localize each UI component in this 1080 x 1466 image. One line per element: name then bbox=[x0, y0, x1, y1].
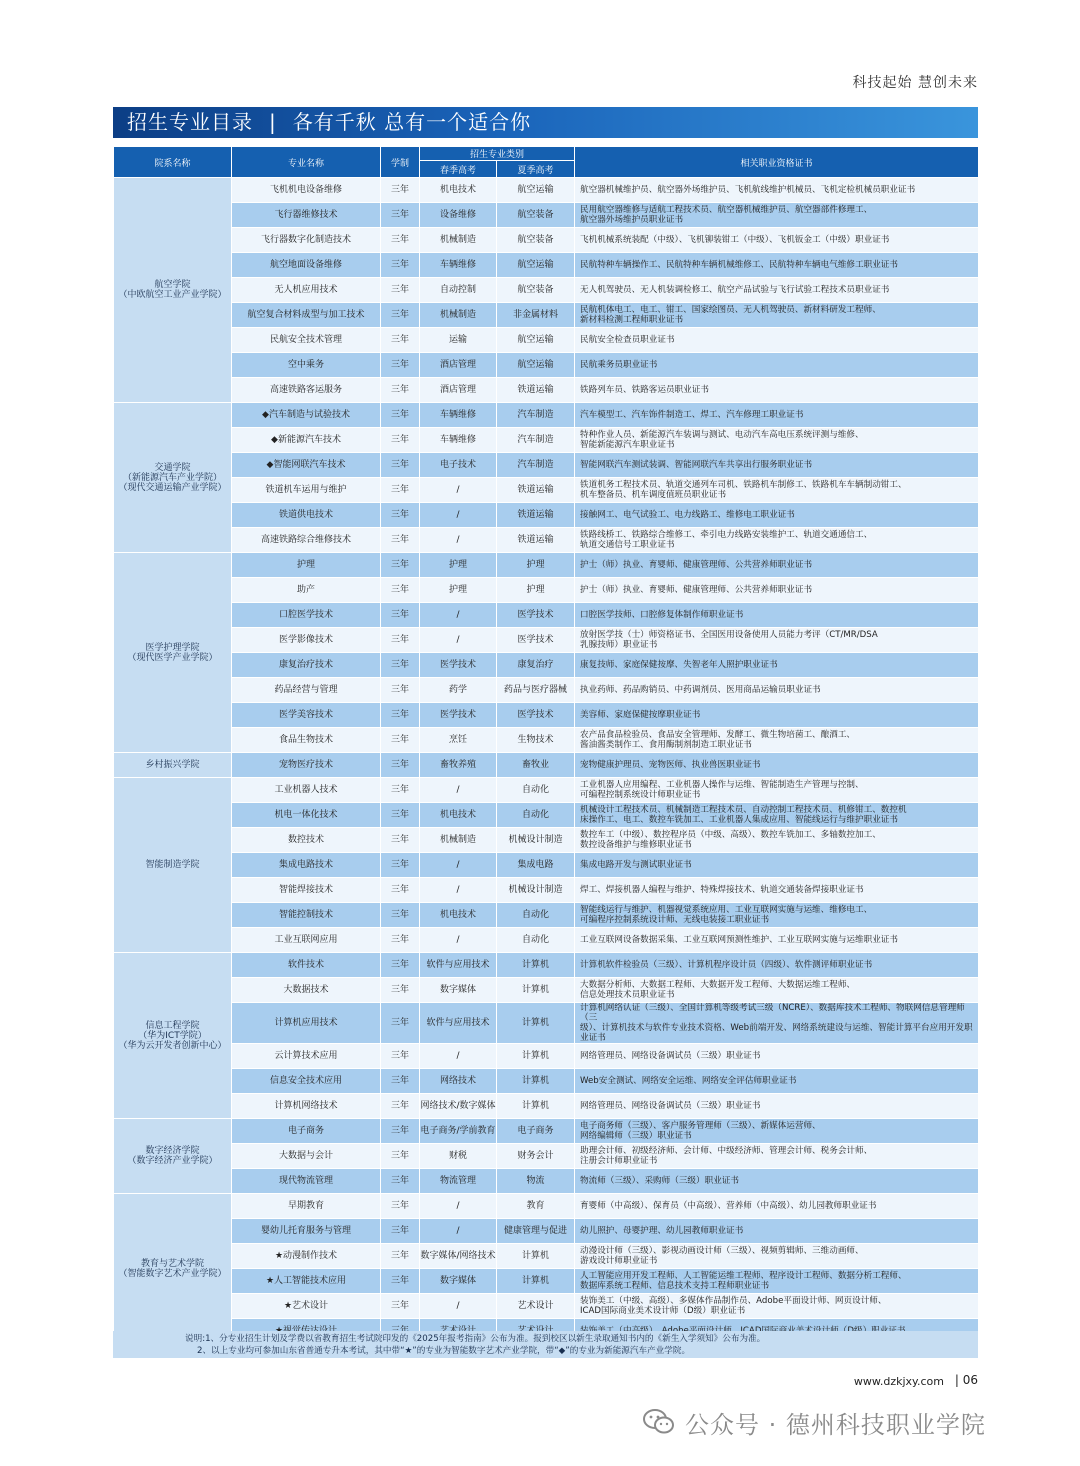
major-name: ◆新能源汽车技术 bbox=[232, 428, 381, 453]
major-name: 机电一体化技术 bbox=[232, 803, 381, 828]
spring-category: / bbox=[420, 928, 497, 953]
spring-category: 酒店管理 bbox=[420, 378, 497, 403]
summer-category: 非金属材料 bbox=[497, 303, 575, 328]
spring-category: / bbox=[420, 628, 497, 653]
study-years: 三年 bbox=[381, 1169, 420, 1194]
summer-category: 艺术设计 bbox=[497, 1294, 575, 1319]
spring-category: 机电技术 bbox=[420, 178, 497, 203]
spring-category: / bbox=[420, 528, 497, 553]
major-name: 工业互联网应用 bbox=[232, 928, 381, 953]
spring-category: 药学 bbox=[420, 678, 497, 703]
header-major: 专业名称 bbox=[232, 147, 381, 178]
summer-category: 护理 bbox=[497, 553, 575, 578]
table-row bbox=[114, 578, 979, 603]
study-years: 三年 bbox=[381, 1044, 420, 1069]
spring-category: / bbox=[420, 503, 497, 528]
study-years: 三年 bbox=[381, 778, 420, 803]
major-name: 飞机机电设备维修 bbox=[232, 178, 381, 203]
spring-category: 畜牧养殖 bbox=[420, 753, 497, 778]
cert-list: 放射医学技（士）师资格证书、全国医用设备使用人员能力考评（CT/MR/DSA 乳腺技师）职业证书 bbox=[575, 628, 979, 653]
spring-category: 自动控制 bbox=[420, 278, 497, 303]
summer-category: 计算机 bbox=[497, 953, 575, 978]
study-years: 三年 bbox=[381, 478, 420, 503]
spring-category: / bbox=[420, 853, 497, 878]
spring-category: 物流管理 bbox=[420, 1169, 497, 1194]
major-name: ★动漫制作技术 bbox=[232, 1244, 381, 1269]
header-certs: 相关职业资格证书 bbox=[575, 147, 979, 178]
table-row bbox=[114, 278, 979, 303]
study-years: 三年 bbox=[381, 1144, 420, 1169]
major-name: 飞行器数字化制造技术 bbox=[232, 228, 381, 253]
cert-list: 工业机器人应用编程、工业机器人操作与运维、智能制造生产管理与控制、 可编程控制系统设计师职业证书 bbox=[575, 778, 979, 803]
cert-list: 特种作业人员、新能源汽车装调与测试、电动汽车高电压系统评测与维修、 智能新能源汽车职业证书 bbox=[575, 428, 979, 453]
cert-list: 动漫设计师（三级）、影视动画设计师（三级）、视频剪辑师、三维动画师、 游戏设计师职业证书 bbox=[575, 1244, 979, 1269]
cert-list: 航空器机械维护员、航空器外场维护员、飞机航线维护机械员、飞机定检机械员职业证书 bbox=[575, 178, 979, 203]
table-row bbox=[114, 228, 979, 253]
cert-list: 机械设计工程技术员、机械制造工程技术员、自动控制工程技术员、机修钳工、数控机 床操作工、电工、数控车铣加工、工业机器人集成应用、智能线运行与维护职业证书 bbox=[575, 803, 979, 828]
table-row bbox=[114, 1194, 979, 1219]
spring-category: 烹饪 bbox=[420, 728, 497, 753]
summer-category: 计算机 bbox=[497, 1094, 575, 1119]
spring-category: 机电技术 bbox=[420, 803, 497, 828]
cert-list: 执业药师、药品购销员、中药调剂员、医用商品运输员职业证书 bbox=[575, 678, 979, 703]
major-name: 早期教育 bbox=[232, 1194, 381, 1219]
study-years: 三年 bbox=[381, 653, 420, 678]
summer-category: 财务会计 bbox=[497, 1144, 575, 1169]
study-years: 三年 bbox=[381, 228, 420, 253]
study-years: 三年 bbox=[381, 753, 420, 778]
cert-list: 幼儿照护、母婴护理、幼儿园教师职业证书 bbox=[575, 1219, 979, 1244]
major-name: ◆汽车制造与试验技术 bbox=[232, 403, 381, 428]
college-name: 信息工程学院 （华为ICT学院） （华为云开发者创新中心） bbox=[114, 953, 232, 1119]
major-name: 医学美容技术 bbox=[232, 703, 381, 728]
banner bbox=[113, 107, 978, 138]
summer-category: 航空运输 bbox=[497, 253, 575, 278]
study-years: 三年 bbox=[381, 303, 420, 328]
college-name: 数字经济学院 （数字经济产业学院） bbox=[114, 1119, 232, 1194]
cert-list: 民航机体电工、电工、钳工、国家绘图员、无人机驾驶员、新材料研发工程师、 新材料检测工程师职业证书 bbox=[575, 303, 979, 328]
study-years: 三年 bbox=[381, 1069, 420, 1094]
table-row bbox=[114, 1094, 979, 1119]
study-years: 三年 bbox=[381, 978, 420, 1003]
study-years: 三年 bbox=[381, 1294, 420, 1319]
table-row bbox=[114, 1169, 979, 1194]
college-name: 智能制造学院 bbox=[114, 778, 232, 953]
header-years: 学制 bbox=[381, 147, 420, 178]
cert-list: 工业互联网设备数据采集、工业互联网预测性维护、工业互联网实施与运维职业证书 bbox=[575, 928, 979, 953]
table-row bbox=[114, 1044, 979, 1069]
major-name: 民航安全技术管理 bbox=[232, 328, 381, 353]
table-row bbox=[114, 428, 979, 453]
summer-category: 自动化 bbox=[497, 903, 575, 928]
page-number: | 06 bbox=[954, 1373, 978, 1387]
summer-category: 物流 bbox=[497, 1169, 575, 1194]
summer-category: 计算机 bbox=[497, 1244, 575, 1269]
major-name: 智能焊接技术 bbox=[232, 878, 381, 903]
major-name: 软件技术 bbox=[232, 953, 381, 978]
table-row bbox=[114, 1119, 979, 1144]
summer-category: 生物技术 bbox=[497, 728, 575, 753]
cert-list: 汽车模型工、汽车饰件制造工、焊工、汽车修理工职业证书 bbox=[575, 403, 979, 428]
cert-list: 铁路列车员、铁路客运员职业证书 bbox=[575, 378, 979, 403]
summer-category: 计算机 bbox=[497, 1269, 575, 1294]
major-name: 护理 bbox=[232, 553, 381, 578]
cert-list: 智能线运行与维护、机器视觉系统应用、工业互联网实施与运维、维修电工、 可编程序控制系统设计师、无线电装接工职业证书 bbox=[575, 903, 979, 928]
study-years: 三年 bbox=[381, 578, 420, 603]
summer-category: 航空装备 bbox=[497, 228, 575, 253]
study-years: 三年 bbox=[381, 603, 420, 628]
summer-category: 铁道运输 bbox=[497, 478, 575, 503]
table-row bbox=[114, 253, 979, 278]
table-row bbox=[114, 1069, 979, 1094]
study-years: 三年 bbox=[381, 853, 420, 878]
table-row bbox=[114, 903, 979, 928]
notes bbox=[113, 1331, 978, 1358]
spring-category: 车辆维修 bbox=[420, 253, 497, 278]
cert-list: 护士（师）执业、育婴师、健康管理师、公共营养师职业证书 bbox=[575, 553, 979, 578]
study-years: 三年 bbox=[381, 428, 420, 453]
table-row bbox=[114, 603, 979, 628]
header-college: 院系名称 bbox=[114, 147, 232, 178]
cert-list: 电子商务师（三级）、客户服务管理师（三级）、新媒体运营师、 网络编辑师（三级）职业证书 bbox=[575, 1119, 979, 1144]
header-category: 招生专业类别 bbox=[420, 147, 575, 161]
spring-category: 软件与应用技术 bbox=[420, 1003, 497, 1044]
study-years: 三年 bbox=[381, 803, 420, 828]
study-years: 三年 bbox=[381, 203, 420, 228]
table-row bbox=[114, 728, 979, 753]
spring-category: 电子商务/学前教育 bbox=[420, 1119, 497, 1144]
table-row bbox=[114, 1294, 979, 1319]
spring-category: 数字媒体 bbox=[420, 1269, 497, 1294]
table-row bbox=[114, 853, 979, 878]
major-name: 食品生物技术 bbox=[232, 728, 381, 753]
study-years: 三年 bbox=[381, 728, 420, 753]
summer-category: 药品与医疗器械 bbox=[497, 678, 575, 703]
cert-list: 网络管理员、网络设备调试员（三级）职业证书 bbox=[575, 1044, 979, 1069]
spring-category: 电子技术 bbox=[420, 453, 497, 478]
table-row bbox=[114, 553, 979, 578]
cert-list: 口腔医学技师、口腔修复体制作师职业证书 bbox=[575, 603, 979, 628]
cert-list: 民用航空器维修与适航工程技术员、航空器机械维护员、航空器部件修理工、 航空器外场维护员职业证书 bbox=[575, 203, 979, 228]
table-row bbox=[114, 378, 979, 403]
major-name: ◆智能网联汽车技术 bbox=[232, 453, 381, 478]
summer-category: 机械设计制造 bbox=[497, 878, 575, 903]
cert-list: 农产品食品检验员、食品安全管理师、发酵工、微生物培菌工、酿酒工、 酱油酱类制作工、食用酶制剂制造工职业证书 bbox=[575, 728, 979, 753]
summer-category: 健康管理与促进 bbox=[497, 1219, 575, 1244]
spring-category: 车辆维修 bbox=[420, 428, 497, 453]
summer-category: 畜牧业 bbox=[497, 753, 575, 778]
spring-category: / bbox=[420, 1194, 497, 1219]
table-row bbox=[114, 803, 979, 828]
table-row bbox=[114, 1003, 979, 1044]
study-years: 三年 bbox=[381, 828, 420, 853]
major-name: ★艺术设计 bbox=[232, 1294, 381, 1319]
major-name: 航空地面设备维修 bbox=[232, 253, 381, 278]
table-row bbox=[114, 353, 979, 378]
major-name: 工业机器人技术 bbox=[232, 778, 381, 803]
cert-list: 集成电路开发与测试职业证书 bbox=[575, 853, 979, 878]
spring-category: 酒店管理 bbox=[420, 353, 497, 378]
summer-category: 自动化 bbox=[497, 928, 575, 953]
major-name: 口腔医学技术 bbox=[232, 603, 381, 628]
spring-category: 机械制造 bbox=[420, 828, 497, 853]
major-name: 无人机应用技术 bbox=[232, 278, 381, 303]
cert-list: 铁路线桥工、铁路综合维修工、牵引电力线路安装维护工、轨道交通通信工、 轨道交通信号工职业证书 bbox=[575, 528, 979, 553]
cert-list: 民航安全检查员职业证书 bbox=[575, 328, 979, 353]
major-name: 计算机应用技术 bbox=[232, 1003, 381, 1044]
table-row bbox=[114, 878, 979, 903]
study-years: 三年 bbox=[381, 353, 420, 378]
study-years: 三年 bbox=[381, 1194, 420, 1219]
banner-separator: | bbox=[269, 110, 277, 134]
summer-category: 计算机 bbox=[497, 1044, 575, 1069]
cert-list: 装饰美工（中级、高级）、多媒体作品制作员、Adobe平面设计师、网页设计师、 ICAD国际商业美术设计师（D级）职业证书 bbox=[575, 1294, 979, 1319]
study-years: 三年 bbox=[381, 253, 420, 278]
table-row bbox=[114, 778, 979, 803]
major-name: 电子商务 bbox=[232, 1119, 381, 1144]
study-years: 三年 bbox=[381, 703, 420, 728]
summer-category: 航空运输 bbox=[497, 353, 575, 378]
major-name: 医学影像技术 bbox=[232, 628, 381, 653]
major-name: 集成电路技术 bbox=[232, 853, 381, 878]
banner-title: 招生专业目录 bbox=[127, 110, 253, 134]
study-years: 三年 bbox=[381, 1094, 420, 1119]
cert-list: 育婴师（中高级）、保育员（中高级）、营养师（中高级）、幼儿园教师职业证书 bbox=[575, 1194, 979, 1219]
table-row bbox=[114, 678, 979, 703]
cert-list: 铁道机务工程技术员、轨道交通列车司机、铁路机车制修工、铁路机车车辆制动钳工、 机车整备员、机车调度值班员职业证书 bbox=[575, 478, 979, 503]
major-name: 大数据与会计 bbox=[232, 1144, 381, 1169]
summer-category: 航空装备 bbox=[497, 278, 575, 303]
study-years: 三年 bbox=[381, 178, 420, 203]
study-years: 三年 bbox=[381, 503, 420, 528]
study-years: 三年 bbox=[381, 628, 420, 653]
spring-category: 数字媒体 bbox=[420, 978, 497, 1003]
study-years: 三年 bbox=[381, 553, 420, 578]
table-row bbox=[114, 503, 979, 528]
summer-category: 汽车制造 bbox=[497, 428, 575, 453]
major-name: 云计算技术应用 bbox=[232, 1044, 381, 1069]
spring-category: 医学技术 bbox=[420, 703, 497, 728]
study-years: 三年 bbox=[381, 878, 420, 903]
major-name: 大数据技术 bbox=[232, 978, 381, 1003]
study-years: 三年 bbox=[381, 1219, 420, 1244]
study-years: 三年 bbox=[381, 1119, 420, 1144]
major-name: 信息安全技术应用 bbox=[232, 1069, 381, 1094]
catalog-body bbox=[114, 178, 979, 1344]
table-row bbox=[114, 628, 979, 653]
summer-category: 自动化 bbox=[497, 778, 575, 803]
summer-category: 航空运输 bbox=[497, 178, 575, 203]
spring-category: 车辆维修 bbox=[420, 403, 497, 428]
major-name: 婴幼儿托育服务与管理 bbox=[232, 1219, 381, 1244]
cert-list: Web安全测试、网络安全运维、网络安全评估师职业证书 bbox=[575, 1069, 979, 1094]
spring-category: / bbox=[420, 603, 497, 628]
cert-list: 民航乘务员职业证书 bbox=[575, 353, 979, 378]
major-name: ★人工智能技术应用 bbox=[232, 1269, 381, 1294]
summer-category: 医学技术 bbox=[497, 603, 575, 628]
spring-category: 网络技术 bbox=[420, 1069, 497, 1094]
college-name: 航空学院 （中欧航空工业产业学院） bbox=[114, 178, 232, 403]
major-name: 空中乘务 bbox=[232, 353, 381, 378]
major-name: 计算机网络技术 bbox=[232, 1094, 381, 1119]
cert-list: 无人机驾驶员、无人机装调检修工、航空产品试验与飞行试验工程技术员职业证书 bbox=[575, 278, 979, 303]
major-name: 药品经营与管理 bbox=[232, 678, 381, 703]
spring-category: 设备维修 bbox=[420, 203, 497, 228]
summer-category: 铁道运输 bbox=[497, 503, 575, 528]
college-name: 交通学院 （新能源汽车产业学院） （现代交通运输产业学院） bbox=[114, 403, 232, 553]
summer-category: 教育 bbox=[497, 1194, 575, 1219]
cert-list: 护士（师）执业、育婴师、健康管理师、公共营养师职业证书 bbox=[575, 578, 979, 603]
major-name: 高速铁路客运服务 bbox=[232, 378, 381, 403]
major-name: 宠物医疗技术 bbox=[232, 753, 381, 778]
spring-category: 护理 bbox=[420, 578, 497, 603]
study-years: 三年 bbox=[381, 903, 420, 928]
cert-list: 计算机网络认证（三级）、全国计算机等级考试三级（NCRE）、数据库技术工程师、物联网信息管理师（三 级）、计算机技术与软件专业技术资格、Web前端开发、网络系统建设与运维、智能计算平台应用开发职业证书 bbox=[575, 1003, 979, 1044]
study-years: 三年 bbox=[381, 528, 420, 553]
college-name: 教育与艺术学院 （智能数字艺术产业学院） bbox=[114, 1194, 232, 1344]
study-years: 三年 bbox=[381, 678, 420, 703]
study-years: 三年 bbox=[381, 378, 420, 403]
table-row bbox=[114, 453, 979, 478]
summer-category: 铁道运输 bbox=[497, 528, 575, 553]
summer-category: 计算机 bbox=[497, 1003, 575, 1044]
table-row bbox=[114, 1219, 979, 1244]
wechat-icon bbox=[642, 1408, 676, 1436]
table-row bbox=[114, 403, 979, 428]
summer-category: 康复治疗 bbox=[497, 653, 575, 678]
study-years: 三年 bbox=[381, 1269, 420, 1294]
cert-list: 网络管理员、网络设备调试员（三级）职业证书 bbox=[575, 1094, 979, 1119]
study-years: 三年 bbox=[381, 1003, 420, 1044]
spring-category: 机电技术 bbox=[420, 903, 497, 928]
spring-category: 财税 bbox=[420, 1144, 497, 1169]
table-row bbox=[114, 303, 979, 328]
study-years: 三年 bbox=[381, 928, 420, 953]
major-name: 智能控制技术 bbox=[232, 903, 381, 928]
note-line: 说明:1、分专业招生计划及学费以省教育招生考试院印发的《2025年报考指南》公布为准。报到校区以新生录取通知书内的《新生入学须知》公布为准。 bbox=[185, 1334, 766, 1344]
spring-category: 医学技术 bbox=[420, 653, 497, 678]
watermark-text: 公众号 · 德州科技职业学院 bbox=[685, 1411, 986, 1439]
table-row bbox=[114, 528, 979, 553]
major-name: 飞行器维修技术 bbox=[232, 203, 381, 228]
major-name: 康复治疗技术 bbox=[232, 653, 381, 678]
table-row bbox=[114, 1269, 979, 1294]
table-row bbox=[114, 653, 979, 678]
summer-category: 计算机 bbox=[497, 978, 575, 1003]
cert-list: 智能网联汽车测试装调、智能网联汽车共享出行服务职业证书 bbox=[575, 453, 979, 478]
study-years: 三年 bbox=[381, 328, 420, 353]
college-name: 医学护理学院 （现代医学产业学院） bbox=[114, 553, 232, 753]
summer-category: 护理 bbox=[497, 578, 575, 603]
summer-category: 电子商务 bbox=[497, 1119, 575, 1144]
summer-category: 航空运输 bbox=[497, 328, 575, 353]
spring-category: 护理 bbox=[420, 553, 497, 578]
header-spring: 春季高考 bbox=[420, 161, 497, 178]
cert-list: 接触网工、电气试验工、电力线路工、维修电工职业证书 bbox=[575, 503, 979, 528]
study-years: 三年 bbox=[381, 403, 420, 428]
spring-category: / bbox=[420, 878, 497, 903]
spring-category: 网络技术/数字媒体 bbox=[420, 1094, 497, 1119]
major-catalog-table bbox=[113, 146, 979, 1344]
cert-list: 焊工、焊接机器人编程与维护、特殊焊接技术、轨道交通装备焊接职业证书 bbox=[575, 878, 979, 903]
spring-category: 机械制造 bbox=[420, 228, 497, 253]
cert-list: 人工智能应用开发工程师、人工智能运维工程师、程序设计工程师、数据分析工程师、 数据库系统工程师、信息技术支持工程师职业证书 bbox=[575, 1269, 979, 1294]
cert-list: 大数据分析师、大数据工程师、大数据开发工程师、大数据运维工程师、 信息处理技术员职业证书 bbox=[575, 978, 979, 1003]
major-name: 航空复合材料成型与加工技术 bbox=[232, 303, 381, 328]
spring-category: 机械制造 bbox=[420, 303, 497, 328]
study-years: 三年 bbox=[381, 953, 420, 978]
summer-category: 铁道运输 bbox=[497, 378, 575, 403]
cert-list: 飞机机械系统装配（中级）、飞机铆装钳工（中级）、飞机钣金工（中级）职业证书 bbox=[575, 228, 979, 253]
table-row bbox=[114, 828, 979, 853]
summer-category: 医学技术 bbox=[497, 703, 575, 728]
table-row bbox=[114, 978, 979, 1003]
cert-list: 康复技师、家庭保健按摩、失智老年人照护职业证书 bbox=[575, 653, 979, 678]
major-name: 数控技术 bbox=[232, 828, 381, 853]
table-row bbox=[114, 328, 979, 353]
major-name: 高速铁路综合维修技术 bbox=[232, 528, 381, 553]
summer-category: 航空装备 bbox=[497, 203, 575, 228]
summer-category: 自动化 bbox=[497, 803, 575, 828]
spring-category: / bbox=[420, 478, 497, 503]
spring-category: / bbox=[420, 1219, 497, 1244]
study-years: 三年 bbox=[381, 453, 420, 478]
table-row bbox=[114, 953, 979, 978]
table-row bbox=[114, 703, 979, 728]
major-name: 现代物流管理 bbox=[232, 1169, 381, 1194]
cert-list: 民航特种车辆操作工、民航特种车辆机械维修工、民航特种车辆电气维修工职业证书 bbox=[575, 253, 979, 278]
cert-list: 美容师、家庭保健按摩职业证书 bbox=[575, 703, 979, 728]
spring-category: / bbox=[420, 1044, 497, 1069]
table-row bbox=[114, 928, 979, 953]
summer-category: 计算机 bbox=[497, 1069, 575, 1094]
footer-url[interactable]: www.dzkjxy.com bbox=[853, 1375, 944, 1388]
table-row bbox=[114, 753, 979, 778]
college-name: 乡村振兴学院 bbox=[114, 753, 232, 778]
cert-list: 助理会计师、初级经济师、会计师、中级经济师、管理会计师、税务会计师、 注册会计师职业证书 bbox=[575, 1144, 979, 1169]
study-years: 三年 bbox=[381, 278, 420, 303]
major-name: 助产 bbox=[232, 578, 381, 603]
table-row bbox=[114, 1144, 979, 1169]
header-summer: 夏季高考 bbox=[497, 161, 575, 178]
slogan: 科技起始 慧创未来 bbox=[852, 75, 978, 91]
spring-category: 数字媒体/网络技术 bbox=[420, 1244, 497, 1269]
note-line: 2、以上专业均可参加山东省普通专升本考试，其中带“★”的专业为智能数字艺术产业学院，带“◆”的专业为新能源汽车产业学院。 bbox=[197, 1346, 691, 1356]
table-row bbox=[114, 203, 979, 228]
summer-category: 汽车制造 bbox=[497, 403, 575, 428]
cert-list: 计算机软件检验员（三级）、计算机程序设计员（四级）、软件测评师职业证书 bbox=[575, 953, 979, 978]
table-row bbox=[114, 178, 979, 203]
spring-category: 运输 bbox=[420, 328, 497, 353]
summer-category: 医学技术 bbox=[497, 628, 575, 653]
banner-subtitle: 各有千秋 总有一个适合你 bbox=[292, 110, 532, 134]
summer-category: 机械设计制造 bbox=[497, 828, 575, 853]
study-years: 三年 bbox=[381, 1244, 420, 1269]
table-row bbox=[114, 1244, 979, 1269]
table-row bbox=[114, 478, 979, 503]
spring-category: / bbox=[420, 778, 497, 803]
major-name: 铁道供电技术 bbox=[232, 503, 381, 528]
cert-list: 数控车工（中级）、数控程序员（中级、高级）、数控车铣加工、多轴数控加工、 数控设备维护与维修职业证书 bbox=[575, 828, 979, 853]
spring-category: / bbox=[420, 1294, 497, 1319]
summer-category: 集成电路 bbox=[497, 853, 575, 878]
spring-category: 软件与应用技术 bbox=[420, 953, 497, 978]
cert-list: 物流师（三级）、采购师（三级）职业证书 bbox=[575, 1169, 979, 1194]
cert-list: 宠物健康护理员、宠物医师、执业兽医职业证书 bbox=[575, 753, 979, 778]
summer-category: 汽车制造 bbox=[497, 453, 575, 478]
major-name: 铁道机车运用与维护 bbox=[232, 478, 381, 503]
